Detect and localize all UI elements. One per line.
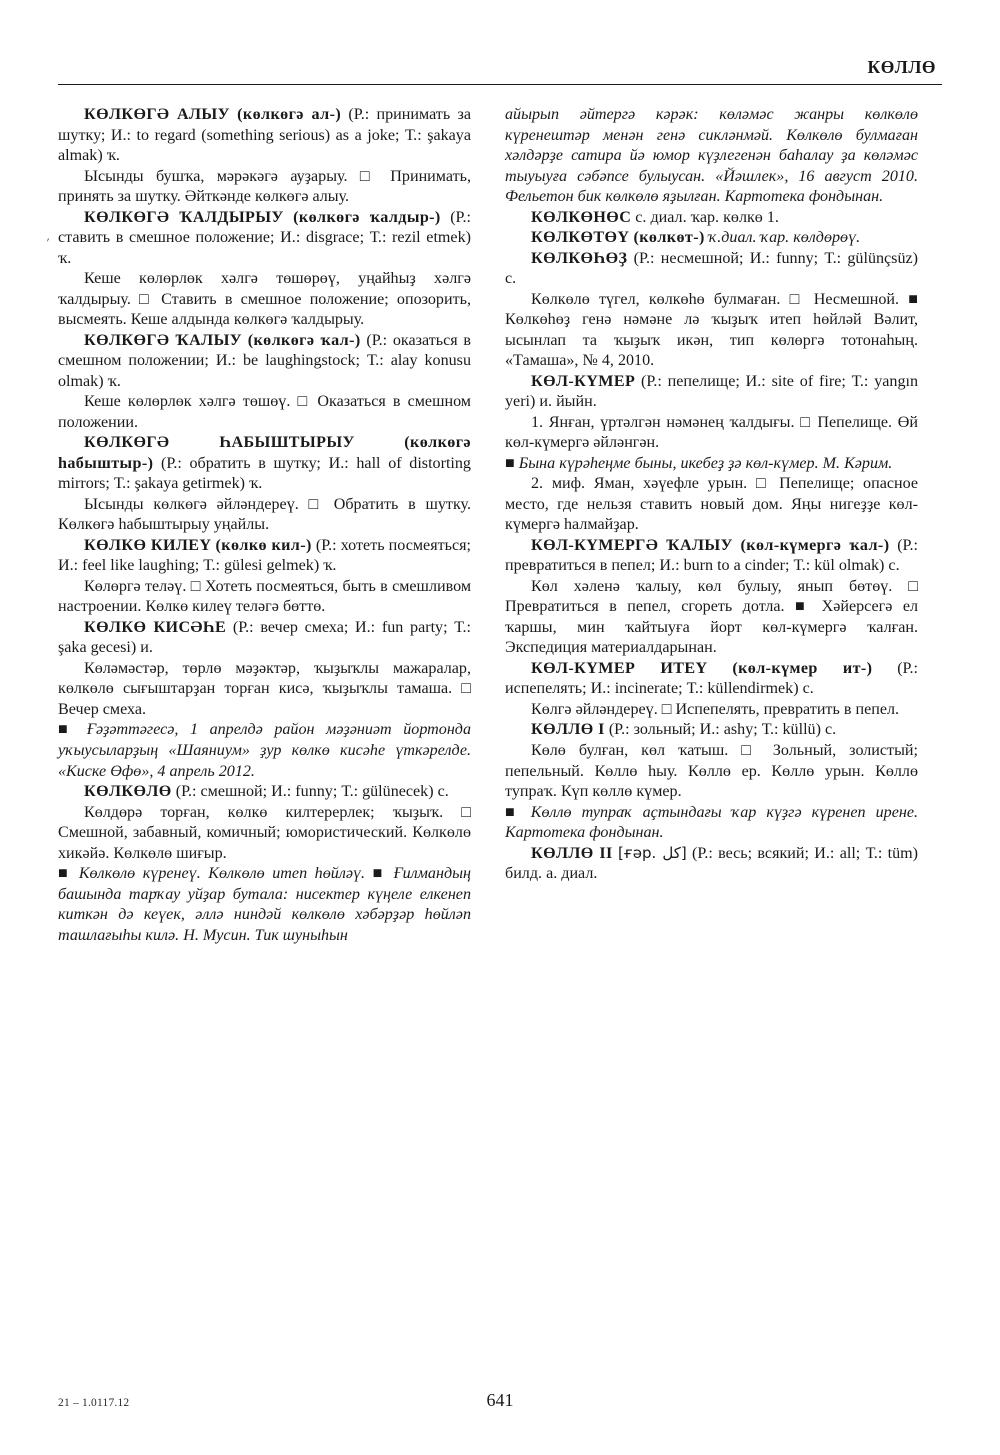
- entry-definition: Көләмәстәр, төрлө мәҙәктәр, ҡыҙыҡлы мажаралар, көлкөлө сығыштарҙан торған кисә, ҡыҙыҡлы тамаша. □ Вечер смеха.: [58, 659, 471, 718]
- entry-etymology: [ғәр. كل]: [618, 843, 687, 862]
- entry-gloss: (Р.: обратить в шутку; И.: hall of distorting mirrors; Т.: şakaya getirmek) ҡ.: [58, 454, 471, 493]
- dictionary-entry: [58, 782, 471, 803]
- entry-headword: КӨЛ-КҮМЕРГӘ ҠАЛЫУ: [531, 536, 733, 554]
- entry-form: (көлкөгә ал-): [237, 106, 342, 123]
- margin-tick-mark: ′: [44, 234, 51, 251]
- dictionary-entry: [505, 659, 918, 700]
- entry-headword: КӨЛЛӨ II: [531, 844, 613, 862]
- entry-headword: КӨЛЛӨ I: [531, 721, 605, 739]
- entry-gloss: (Р.: оказаться в смешном положении; И.: be laughingstock; Т.: alay konusu olmak) ҡ.: [58, 331, 471, 390]
- entry-sense: 1. Янған, үртәлгән нәмәнең ҡалдығы. □ Пепелище. Өй көл-күмергә әйләнгән.: [505, 413, 918, 452]
- entry-form: (көл-күмер ит-): [732, 659, 873, 677]
- entry-form: (көлкө кил-): [215, 536, 312, 554]
- entry-gloss: (Р.: принимать за шутку; И.: to regard (something serious) as a joke; Т.: şakaya almak) ҡ.: [58, 106, 471, 165]
- entry-form: (көлкөгә ҡалдыр-): [293, 208, 441, 226]
- dictionary-entry: [58, 536, 471, 577]
- entry-form: (көлкөгә ҡал-): [247, 331, 361, 349]
- page-footer: [58, 1389, 942, 1409]
- entry-headword: КӨЛКӨҺӨҘ: [531, 249, 628, 267]
- entry-citation: ■ Ғәҙәттәгесә, 1 апрелдә район мәҙәниәт йортонда уҡыусыларҙың «Шаяниум» ҙур көлкө кисәһе үткәрелде. «Киске Өфө», 4 апрель 2012.: [58, 721, 471, 780]
- header-rule: [58, 84, 942, 85]
- entry-gloss: (Р.: весь; всякий; И.: all; Т.: tüm) билд. а. диал.: [505, 844, 918, 883]
- entry-definition: Ысынды бушҡа, мәрәкәгә ауҙарыу. □ Принимать, принять за шутку. Әйткәнде көлкөгә алыу.: [58, 167, 471, 206]
- entry-definition: Көлкөлө түгел, көлкөһө булмаған. □ Несмешной. ■ Көлкөһөҙ генә нәмәне лә ҡыҙыҡ итеп һөйләй Вәлит, ысынлап та ҡыҙыҡ икән, тип көлөргә тотонаһың. «Тамаша», № 4, 2010.: [505, 290, 918, 370]
- entry-definition: Көлө булған, көл ҡатыш. □ Зольный, золистый; пепельный. Көллө һыу. Көллө ер. Көллө урын. Көллө тупраҡ. Күп көллө күмер.: [505, 741, 918, 801]
- entry-definition: Көлдөрә торған, көлкө килтерерлек; ҡыҙыҡ. □ Смешной, забавный, комичный; юмористический. Көлкөлө хикәйә. Көлкөлө шиғыр.: [58, 803, 471, 862]
- dictionary-entry: [58, 105, 471, 167]
- entry-headword: КӨЛКӨНӨС: [531, 208, 632, 226]
- entry-headword: КӨЛКӨ КИСӘҺЕ: [84, 618, 227, 636]
- continued-citation: айырып әйтергә кәрәк: көләмәс жанры көлкөлө күренештәр менән генә сикләнмәй. Көлкөлө булмаған хәлдәрҙе сатира йә юмор күҙлегенән баһалау ҙа көләмәс тыуыуға сәбәпсе булыусан. «Йәшлек», 16 август 2010. Фельетон бик көлкөлө яҙылған. Картотека фондынан.: [505, 106, 918, 206]
- entry-form: (көл-күмергә ҡал-): [740, 536, 890, 554]
- entry-headword: КӨЛКӨГӘ ҠАЛЫУ: [84, 331, 242, 349]
- entry-headword: КӨЛКӨТӨҮ: [531, 229, 630, 247]
- page-number: 641: [486, 1390, 514, 1410]
- entry-gloss: (Р.: ставить в смешное положение; И.: disgrace; Т.: rezil etmek) ҡ.: [58, 208, 471, 267]
- entry-definition: Кеше көлөрлөк хәлгә төшөү. □ Оказаться в смешном положении.: [58, 393, 471, 431]
- dictionary-entry: [505, 228, 918, 249]
- entry-gloss: (Р.: несмешной; И.: funny; Т.: gülünçsüz) с.: [505, 249, 918, 288]
- dictionary-entry: [58, 331, 471, 393]
- dictionary-entry: [505, 372, 918, 413]
- entry-headword: КӨЛКӨГӘ ҠАЛДЫРЫУ: [84, 208, 284, 226]
- entry-headword: КӨЛКӨГӘ АЛЫУ: [84, 106, 230, 123]
- dictionary-entry: [505, 249, 918, 290]
- dictionary-entry: [505, 208, 918, 229]
- dictionary-entry: [58, 618, 471, 659]
- entry-headword: КӨЛ-КҮМЕР: [531, 372, 636, 390]
- entry-headword: КӨЛКӨЛӨ: [84, 783, 172, 801]
- entry-headword: КӨЛ-КҮМЕР ИТЕҮ: [531, 659, 708, 677]
- entry-gloss: (Р.: пепелище; И.: site of fire; Т.: yangın yeri) и. йыйн.: [505, 372, 919, 411]
- entry-definition: Көлгә әйләндереү. □ Испепелять, превратить в пепел.: [531, 700, 900, 718]
- running-head: КӨЛЛӨ: [867, 57, 936, 77]
- left-column: [58, 105, 471, 1300]
- entry-citation: ■ Көллө тупраҡ аҫтындағы ҡар күҙгә күренеп ирене. Картотека фондынан.: [505, 803, 918, 842]
- entry-gloss: с. диал. ҡар. көлкө 1.: [635, 208, 779, 226]
- entry-definition: Кеше көлөрлөк хәлгә төшөрөү, уңайһыҙ хәлгә ҡалдырыу. □ Ставить в смешное положение; опозорить, высмеять. Кеше алдында көлкөгә ҡалдырыу.: [58, 270, 471, 329]
- dictionary-entry: [505, 536, 918, 577]
- entry-gloss: (Р.: хотеть посмеяться; И.: feel like laughing; Т.: gülesi gelmek) ҡ.: [58, 536, 471, 575]
- entry-definition: Ысынды көлкөгә әйләндереү. □ Обратить в шутку. Көлкөгә һабыштырыу уңайлы.: [58, 495, 471, 534]
- entry-gloss: (Р.: испепелять; И.: incinerate; Т.: küllendirmek) с.: [505, 659, 918, 698]
- entry-form: (көлкөгә һабыштыр-): [58, 434, 471, 472]
- entry-gloss: ҡ.диал. ҡар. көлдөрөү.: [708, 229, 861, 247]
- text-columns: [58, 105, 942, 1300]
- entry-sense: 2. миф. Яман, хәүефле урын. □ Пепелище; опасное место, где нельзя ставить новый дом. Яңы нигеҙҙе көл-күмергә һалмайҙар.: [505, 475, 918, 534]
- entry-headword: КӨЛКӨ КИЛЕҮ: [84, 536, 212, 554]
- dictionary-entry: [505, 844, 918, 885]
- entry-gloss: (Р.: вечер смеха; И.: fun party; Т.: şaka gecesi) и.: [58, 618, 472, 657]
- page-header: [58, 52, 942, 78]
- entry-definition: Көл хәленә ҡалыу, көл булыу, янып бөтөү. □ Превратиться в пепел, сгореть дотла. ■ Хәйерсегә ел ҡаршы, мин ҡайтыуға йорт көл-күмергә ҡалған. Экспедиция материалдарынан.: [505, 577, 918, 657]
- entry-citation: ■ Көлкөлө күренеү. Көлкөлө итеп һөйләү. ■ Ғилмандың башында тарҡау уйҙар бутала: нисектер күңеле елкенеп киткән дә кеүек, әллә ниндәй көлкөлө хәбәрҙәр һөйләп ташлағыһы килә. Н. Мусин. Тик шуныһын: [58, 865, 471, 944]
- entry-gloss: (Р.: превратиться в пепел; И.: burn to a cinder; Т.: kül olmak) с.: [505, 536, 918, 575]
- dictionary-entry: [58, 208, 471, 270]
- entry-gloss: (Р.: смешной; И.: funny; Т.: gülünecek) с.: [175, 783, 449, 801]
- entry-citation: ■ Бына күрәһеңме быны, икебеҙ ҙә көл-күмер. М. Кәрим.: [505, 454, 893, 472]
- entry-definition: Көлөргә теләү. □ Хотеть посмеяться, быть в смешливом настроении. Көлкө килеү теләгә бөттө.: [58, 577, 471, 616]
- right-column: [505, 105, 918, 1300]
- entry-headword: КӨЛКӨГӘ ҺАБЫШТЫРЫУ: [84, 434, 355, 452]
- dictionary-entry: [505, 720, 918, 741]
- entry-form: (көлкөт-): [633, 229, 705, 247]
- entry-gloss: (Р.: зольный; И.: ashy; Т.: küllü) с.: [608, 721, 837, 739]
- print-signature: 21 – 1.0117.12: [58, 1397, 130, 1409]
- dictionary-entry: [58, 433, 471, 495]
